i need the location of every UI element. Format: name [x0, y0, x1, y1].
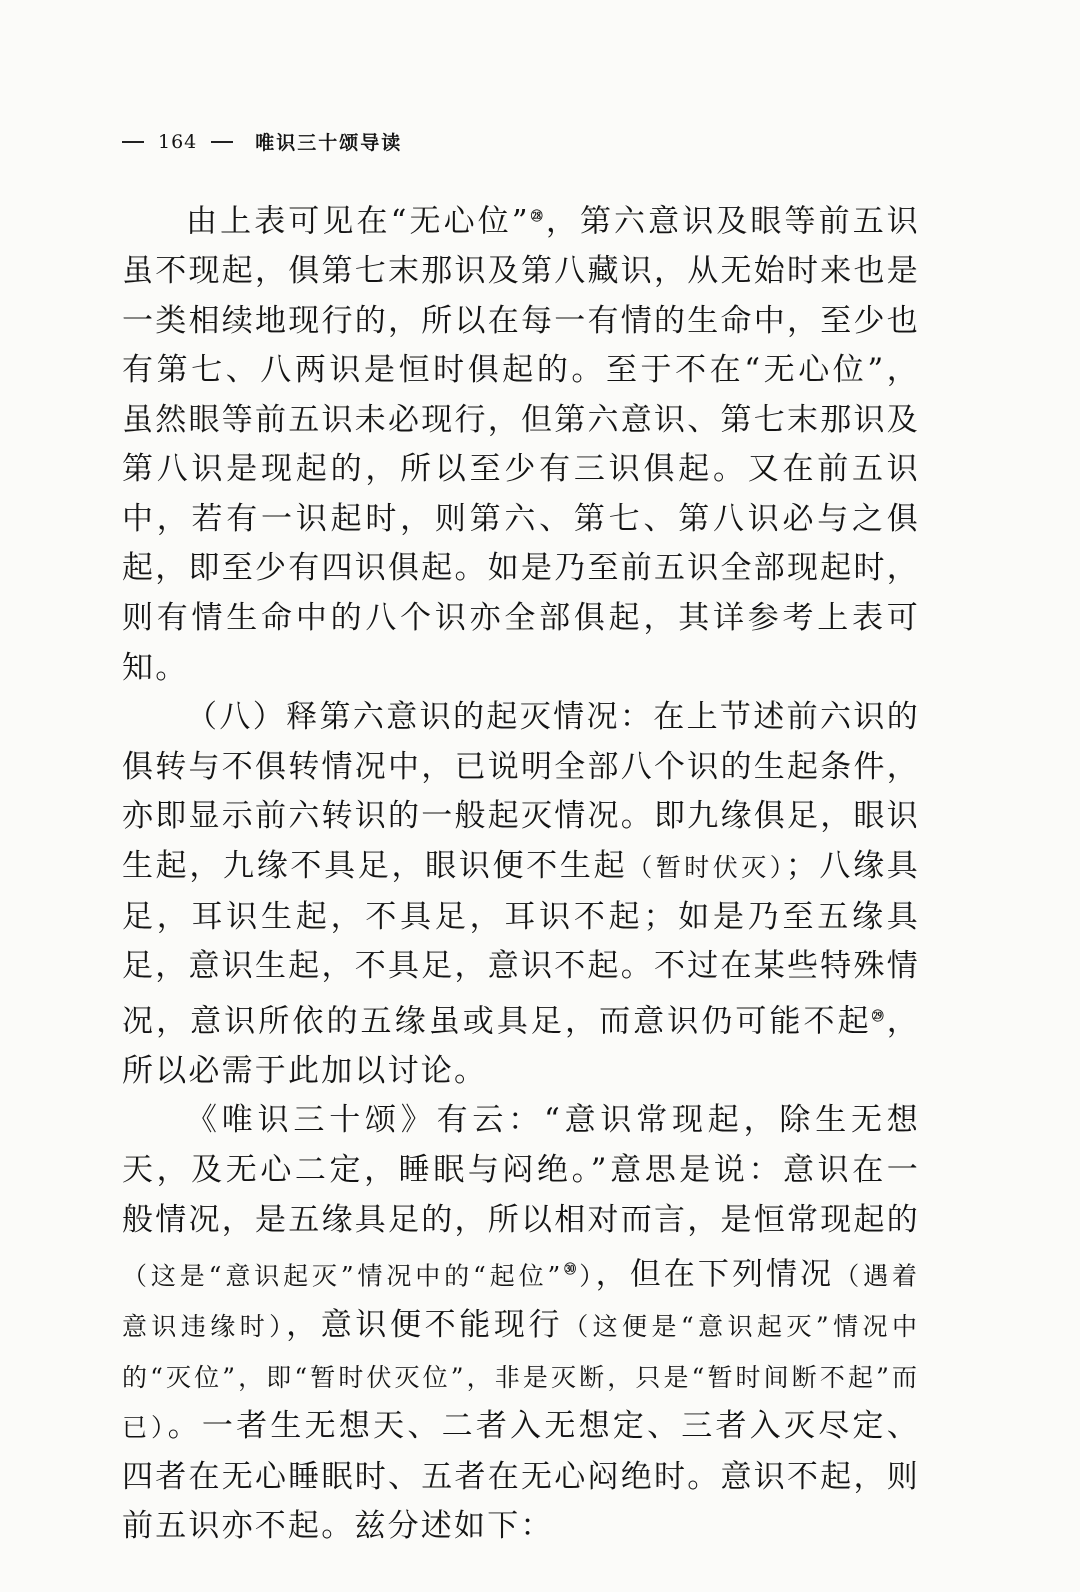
paragraph-text: 《唯识三十颂》有云：“意识常现起，除生无想天，及无心二定，睡眠与闷绝。”意思是说：意识在一般情况，是五缘具足的，所以相对而言，是恒常现起的: [122, 1102, 920, 1238]
paragraph-text: ，但在下列情况: [595, 1256, 835, 1293]
annotation-text: （暂时伏灭）: [627, 853, 786, 883]
paragraph-p1: [122, 192, 920, 693]
body-text: [122, 192, 920, 1552]
annotation-text: （遇着意识违缘时）: [122, 1261, 920, 1342]
header-dash-right: [211, 141, 233, 143]
paragraph-p2: [122, 693, 920, 1096]
paragraph-p3: [122, 1096, 920, 1552]
paragraph-text: （八）释第六意识的起灭情况：在上节述前六识的俱转与不俱转情况中，已说明全部八个识的生起条件，亦即显示前六转识的一般起灭情况。即九缘俱足，眼识生起，九缘不具足，眼识便不生起: [122, 699, 920, 885]
book-title: 唯识三十颂导读: [255, 132, 403, 154]
paragraph-text: ，意识便不能现行: [286, 1307, 564, 1344]
paragraph-text: ，所以必需于此加以讨论。: [122, 1003, 920, 1089]
footnote-marker: ㉘: [529, 209, 546, 223]
annotation-text: ）: [579, 1261, 596, 1291]
header-dash-left: [122, 141, 144, 143]
annotation-text: （这是“意识起灭”情况中的“起位”: [122, 1261, 564, 1291]
paragraph-text: ，第六意识及眼等前五识虽不现起，俱第七末那识及第八藏识，从无始时来也是一类相续地现行的，所以在每一有情的生命中，至少也有第七、八两识是恒时俱起的。至于不在“无心位”，虽然眼等前五识未必现行，但第六意识、第七末那识及第八识是现起的，所以至少有三识俱起。又在前五识中，若有一识起时，则第六、第七、第八识必与之俱起，即至少有四识俱起。如是乃至前五识全部现起时，则有情生命中的八个识亦全部俱起，其详参考上表可知。: [122, 203, 921, 686]
footnote-marker: ㉙: [871, 1008, 887, 1023]
paragraph-text: ；八缘具足，耳识生起，不具足，耳识不起；如是乃至五缘具足，意识生起，不具足，意识不起。不过在某些特殊情况，意识所依的五缘虽或具足，而意识仍可能不起: [122, 848, 920, 1040]
running-header: [122, 128, 402, 155]
paragraph-text: 。一者生无想天、二者入无想定、三者入灭尽定、四者在无心睡眠时、五者在无心闷绝时。意识不起，则前五识亦不起。兹分述如下：: [122, 1408, 920, 1545]
footnote-marker: ㉚: [563, 1262, 580, 1277]
paragraph-text: 由上表可见在“无心位”: [186, 203, 530, 240]
annotation-text: （这便是“意识起灭”情况中的“灭位”，即“暂时伏灭位”，非是灭断，只是“暂时间断不起”而已）: [122, 1312, 920, 1443]
page-number: 164: [158, 130, 198, 153]
